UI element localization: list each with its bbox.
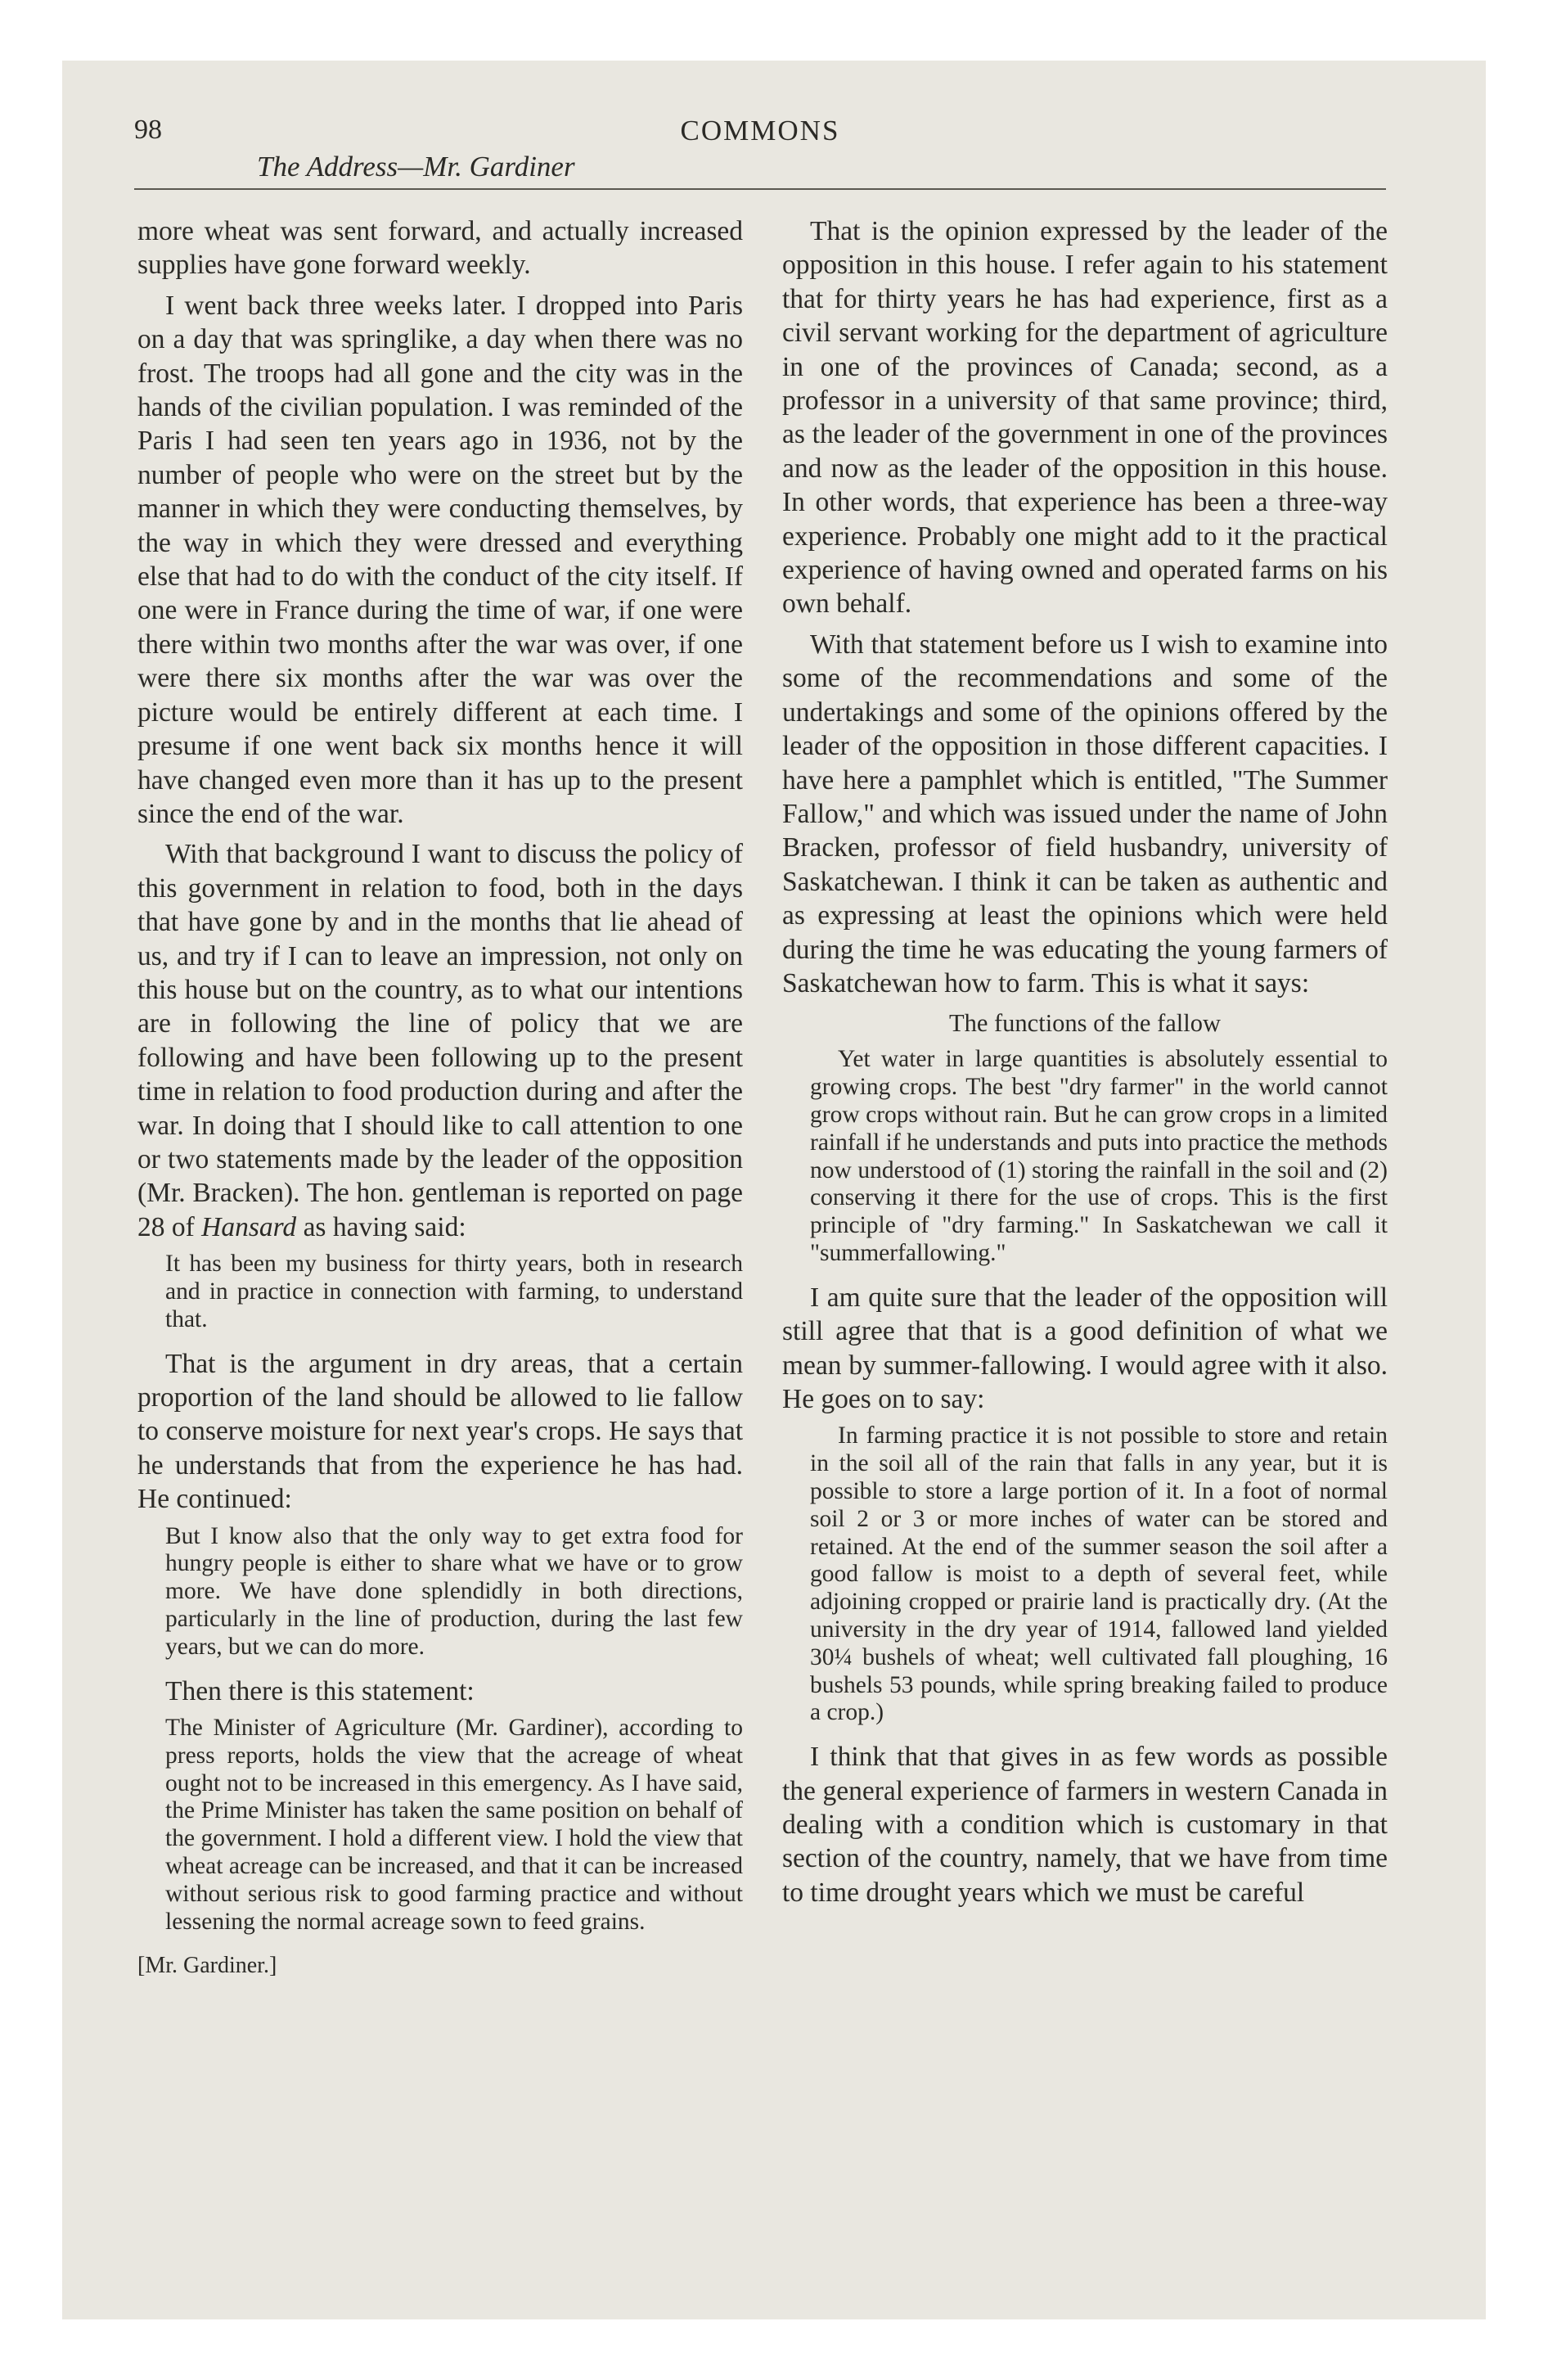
quote-block-1: [137, 1251, 743, 1333]
speaker-tag: [Mr. Gardiner.]: [137, 1953, 277, 1979]
left-paragraph-4: That is the argument in dry areas, that a certain proportion of the land should be allowed to lie fallow to conserve moisture for next year's crops. He says that he understands that from the experience he has had. He continued:: [137, 1348, 743, 1515]
left-column: [137, 214, 743, 1983]
quote-4-text: Yet water in large quantities is absolutely essential to growing crops. The best "dry farmer" in the world cannot grow crops without rain. But he can grow crops in a limited rainfall if he understands and puts into practice the methods now understood of (1) storing the rainfall in the soil and (2) conserving it there for the use of crops. This is the first principle of "dry farming." In Saskatchewan we call it "summerfallowing.": [810, 1046, 1388, 1266]
running-head: The Address—Mr. Gardiner: [257, 151, 575, 183]
quote-2-text: But I know also that the only way to get extra food for hungry people is either to share what we have or to grow more. We have done splendidly in both directions, particularly in the line of production, during the last few years, but we can do more.: [165, 1522, 743, 1660]
left-paragraph-2: I went back three weeks later. I dropped into Paris on a day that was springlike, a day when there was no frost. The troops had all gone and the city was in the hands of the civilian population. I was reminded of the Paris I had seen ten years ago in 1936, not by the number of people who were on the street but by the manner in which they were conducting themselves, by the way in which they were dressed and everything else that had to do with the conduct of the city itself. If one were in France during the time of war, if one were there within two months after the war was over, if one were there six months after the war was over the picture would be entirely different at each time. I presume if one went back six months hence it will have changed even more than it has up to the present since the end of the war.: [137, 290, 743, 829]
left-paragraph-5: Then there is this statement:: [165, 1675, 475, 1706]
quote-block-3: [137, 1715, 743, 1936]
right-column: [782, 214, 1388, 1916]
quote-block-5: [782, 1422, 1388, 1727]
quote-3-text: The Minister of Agriculture (Mr. Gardiner), according to press reports, holds the view that the acreage of wheat ought not to be increased in this emergency. As I have said, the Prime Minister has taken the same position on behalf of the government. I hold a different view. I hold the view that wheat acreage can be increased, and that it can be increased without serious risk to good farming practice and without lessening the normal acreage sown to feed grains.: [165, 1715, 743, 1935]
right-paragraph-2: With that statement before us I wish to examine into some of the recommendations and some of the undertakings and some of the opinions offered by the leader of the opposition in those different capacities. I have here a pamphlet which is entitled, "The Summer Fallow," and which was issued under the name of John Bracken, professor of field husbandry, university of Saskatchewan. I think it can be taken as authentic and as expressing at least the opinions which were held during the time he was educating the young farmers of Saskatchewan how to farm. This is what it says:: [782, 629, 1388, 998]
quote-heading: The functions of the fallow: [948, 1009, 1221, 1038]
header-rule: [134, 188, 1386, 190]
quote-5-text: In farming practice it is not possible to store and retain in the soil all of the rain that falls in any year, but it is possible to store a large portion of it. In a foot of normal soil 2 or 3 or more inches of water can be stored and retained. At the end of the summer season the soil after a good fallow is moist to a depth of several feet, while adjoining cropped or prairie land is practically dry. (At the university in the dry year of 1914, fallowed land yielded 30¼ bushels of wheat; well cultivated fall ploughing, 16 bushels 53 pounds, while spring breaking failed to produce a crop.): [810, 1422, 1388, 1726]
right-paragraph-1: That is the opinion expressed by the leader of the opposition in this house. I refer again to his statement that for thirty years he has had experience, first as a civil servant working for the department of agriculture in one of the provinces of Canada; second, as a professor in a university of that same province; third, as the leader of the government in one of the provinces and now as the leader of the opposition in this house. In other words, that experience has been a three-way experience. Probably one might add to it the practical experience of having owned and operated farms on his own behalf.: [782, 216, 1388, 620]
right-paragraph-3: I am quite sure that the leader of the opposition will still agree that that is a good definition of what we mean by summer-fallowing. I would agree with it also. He goes on to say:: [782, 1282, 1388, 1414]
left-paragraph-3-text: With that background I want to discuss the policy of this government in relation to food, both in the days that have gone by and in the months that lie ahead of us, and try if I can to leave an impression, not only on this house but on the country, as to what our intentions are in following the line of policy that we are following and have been following up to the present time in relation to food production during and after the war. In doing that I should like to call attention to one or two statements made by the leader of the opposition (Mr. Bracken). The hon. gentleman is reported on page 28 of: [137, 839, 743, 1242]
hansard-italic: Hansard: [201, 1211, 297, 1242]
left-paragraph-3: [137, 837, 743, 1244]
left-paragraph-3-end: as having said:: [296, 1211, 466, 1242]
section-title: COMMONS: [680, 115, 840, 146]
quote-1-text: It has been my business for thirty years, both in research and in practice in connection with farming, to understand that.: [165, 1251, 743, 1332]
quote-block-4: [782, 1046, 1388, 1267]
right-paragraph-4: I think that that gives in as few words as possible the general experience of farmers in western Canada in dealing with a condition which is customary in that section of the country, namely, that we have from time to time drought years which we must be careful: [782, 1742, 1388, 1908]
quote-block-2: [137, 1523, 743, 1661]
page-sheet: [62, 61, 1486, 2319]
page-number: 98: [134, 115, 162, 145]
page-header: [134, 115, 1386, 193]
left-paragraph-1: more wheat was sent forward, and actually increased supplies have gone forward weekly.: [137, 216, 743, 281]
